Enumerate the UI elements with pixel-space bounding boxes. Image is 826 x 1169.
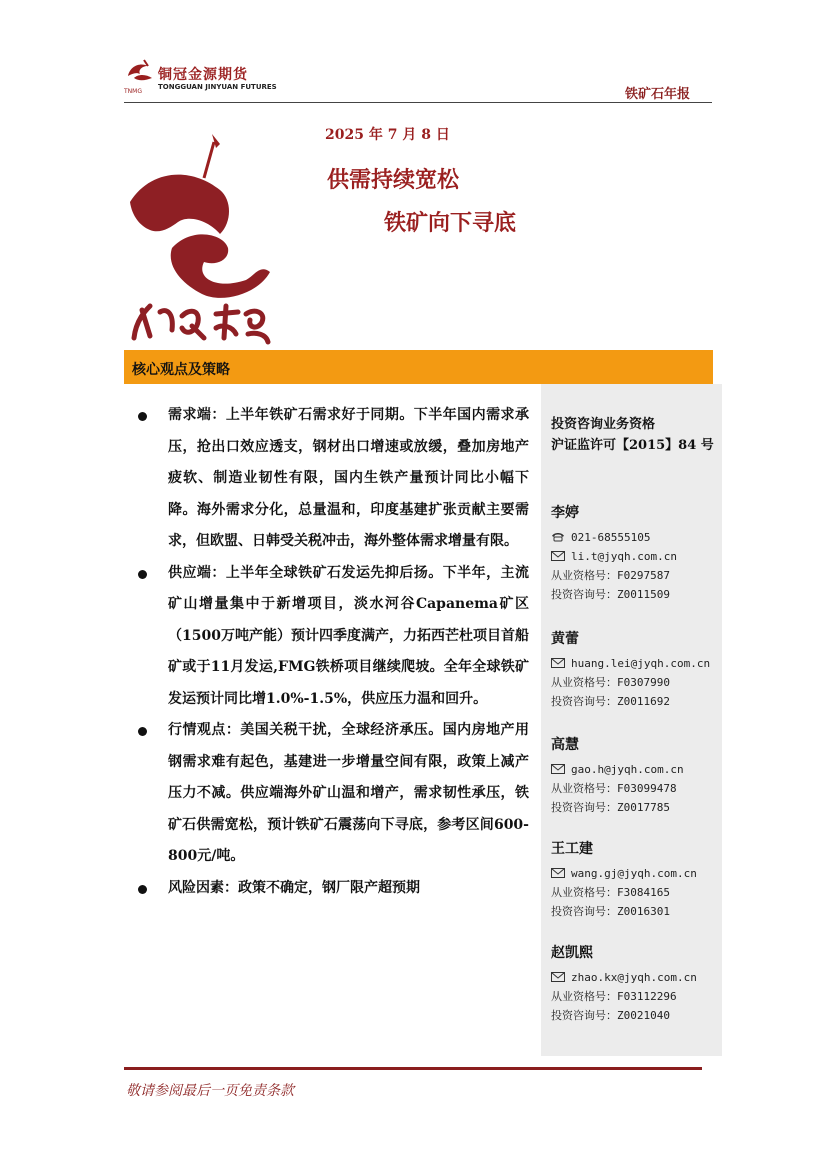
analyst-name: 王工建 [551, 841, 593, 857]
section-header [124, 350, 713, 384]
company-logo [124, 56, 284, 98]
analyst-card [551, 942, 716, 1025]
analyst-advisor-row: 投资咨询号：Z0016301 [551, 905, 670, 918]
analyst-email-row [551, 864, 716, 883]
company-name-en: TONGGUAN JINYUAN FUTURES [158, 83, 277, 91]
analyst-cert-row: 从业资格号：F3084165 [551, 886, 670, 899]
analyst-name: 黄蕾 [551, 631, 579, 647]
analyst-card [551, 628, 716, 711]
footer-disclaimer: 敬请参阅最后一页免责条款 [126, 1083, 294, 1099]
key-point-risk: 风险因素：政策不确定，钢厂限产超预期 [134, 873, 529, 905]
bullet-icon [138, 412, 147, 421]
analyst-advisor-row: 投资咨询号：Z0021040 [551, 1009, 670, 1022]
analyst-advisor: Z0021040 [617, 1009, 670, 1022]
analyst-email-row [551, 968, 716, 987]
key-point-demand: 需求端：上半年铁矿石需求好于同期。下半年国内需求承压，抢出口效应透支，钢材出口增速或放缓，叠加房地产疲软、制造业韧性有限，国内生铁产量预计同比小幅下降。海外需求分化，总量温和，印度基建扩张贡献主要需求，但欧盟、日韩受关税冲击，海外整体需求增量有限。 [134, 400, 529, 558]
analyst-card [551, 502, 716, 604]
header-divider [124, 102, 712, 103]
logo-mark-icon [124, 56, 156, 88]
mail-icon [551, 868, 565, 878]
qualification-info [551, 414, 714, 456]
analyst-name: 李婷 [551, 505, 579, 521]
analyst-cert: F0297587 [617, 569, 670, 582]
analyst-advisor-row: 投资咨询号：Z0011509 [551, 588, 670, 601]
analyst-email[interactable]: huang.lei@jyqh.com.cn [571, 657, 711, 670]
analyst-cert: F3084165 [617, 886, 670, 899]
analyst-email-row [551, 760, 716, 779]
analyst-cert-row: 从业资格号：F0297587 [551, 569, 670, 582]
key-points-list [134, 400, 529, 904]
mail-icon [551, 658, 565, 668]
mail-icon [551, 551, 565, 561]
report-title-line2: 铁矿向下寻底 [384, 211, 517, 236]
mail-icon [551, 972, 565, 982]
key-point-supply: 供应端：上半年全球铁矿石发运先抑后扬。下半年，主流矿山增量集中于新增项目，淡水河谷Capanema矿区（1500万吨产能）预计四季度满产，力拓西芒杜项目首船矿或于11月发运,FMG铁桥项目继续爬坡。全年全球铁矿发运预计同比增1.0%-1.5%，供应压力温和回升。 [134, 558, 529, 716]
phone-icon [551, 532, 565, 542]
analyst-email-row [551, 547, 716, 566]
qualification-line2: 沪证监许可【2015】84 号 [551, 438, 714, 453]
qualification-line1: 投资咨询业务资格 [551, 417, 656, 432]
report-type: 铁矿石年报 [624, 87, 690, 102]
mail-icon [551, 764, 565, 774]
footer-divider [124, 1067, 702, 1070]
bullet-icon [138, 727, 147, 736]
key-point-outlook: 行情观点：美国关税干扰，全球经济承压。国内房地产用钢需求难有起色，基建进一步增量空间有限，政策上减产压力不减。供应端海外矿山温和增产，需求韧性承压，铁矿石供需宽松，预计铁矿石震荡向下寻底，参考区间600-800元/吨。 [134, 715, 529, 873]
analyst-phone: 021-68555105 [571, 531, 651, 544]
analyst-cert: F03112296 [617, 990, 677, 1003]
analyst-cert-row: 从业资格号：F03112296 [551, 990, 677, 1003]
analyst-cert: F0307990 [617, 676, 670, 689]
analyst-email-row [551, 654, 716, 673]
analyst-advisor-row: 投资咨询号：Z0017785 [551, 801, 670, 814]
analyst-email[interactable]: li.t@jyqh.com.cn [571, 550, 677, 563]
bullet-icon [138, 570, 147, 579]
analyst-sidebar [541, 384, 722, 1056]
company-name-cn: 铜冠金源期货 [158, 67, 248, 83]
analyst-cert-row: 从业资格号：F03099478 [551, 782, 677, 795]
analyst-email[interactable]: gao.h@jyqh.com.cn [571, 763, 684, 776]
analyst-email[interactable]: zhao.kx@jyqh.com.cn [571, 971, 697, 984]
calligraphy-emblem-icon [120, 130, 280, 350]
analyst-card [551, 734, 716, 817]
section-title: 核心观点及策略 [132, 362, 230, 378]
analyst-advisor: Z0017785 [617, 801, 670, 814]
bullet-icon [138, 885, 147, 894]
analyst-advisor: Z0011509 [617, 588, 670, 601]
analyst-advisor-row: 投资咨询号：Z0011692 [551, 695, 670, 708]
analyst-advisor: Z0016301 [617, 905, 670, 918]
analyst-cert: F03099478 [617, 782, 677, 795]
analyst-name: 高慧 [551, 737, 579, 753]
report-title-line1: 供需持续宽松 [327, 168, 460, 193]
company-abbrev: TNMG [124, 88, 142, 95]
analyst-card [551, 838, 716, 921]
analyst-phone-row [551, 528, 716, 547]
report-date: 2025 年 7 月 8 日 [325, 127, 450, 143]
analyst-name: 赵凯熙 [551, 945, 593, 961]
analyst-advisor: Z0011692 [617, 695, 670, 708]
analyst-email[interactable]: wang.gj@jyqh.com.cn [571, 867, 697, 880]
analyst-cert-row: 从业资格号：F0307990 [551, 676, 670, 689]
